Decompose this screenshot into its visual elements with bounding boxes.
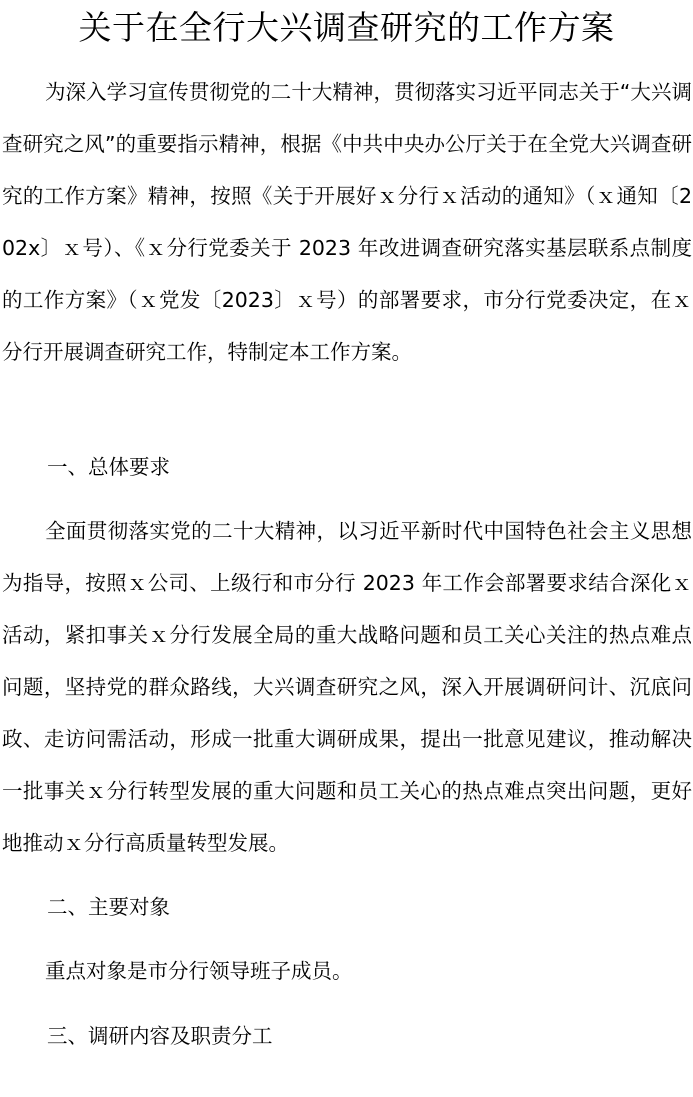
section-heading-main-targets: 二、主要对象 [47, 895, 170, 919]
main-targets-paragraph: 重点对象是市分行领导班子成员。 [45, 959, 353, 983]
intro-paragraph: 为深入学习宣传贯彻党的二十大精神，贯彻落实习近平同志关于“大兴调查研究之风”的重要指示精神，根据《中共中央办公厅关于在全党大兴调查研究的工作方案》精神，按照《关于开展好ｘ分行ｘ活动的通知》（ｘ通知〔202x〕ｘ号）、《ｘ分行党委关于 2023 年改进调查研究落实基层联系点制度的工作方案》（ｘ党发〔2023〕ｘ号）的部署要求，市分行党委决定，在ｘ分行开展调查研究工作，特制定本工作方案。 [2, 80, 692, 364]
document-title: 关于在全行大兴调查研究的工作方案 [78, 8, 615, 47]
general-requirements-paragraph: 全面贯彻落实党的二十大精神，以习近平新时代中国特色社会主义思想为指导，按照ｘ公司、上级行和市分行 2023 年工作会部署要求结合深化ｘ活动，紧扣事关ｘ分行发展全局的重大战略问题和员工关心关注的热点难点问题，坚持党的群众路线，大兴调查研究之风，深入开展调研问计、沉底问政、走访问需活动，形成一批重大调研成果，提出一批意见建议，推动解决一批事关ｘ分行转型发展的重大问题和员工关心的热点难点突出问题，更好地推动ｘ分行高质量转型发展。 [2, 519, 692, 855]
section-heading-general-requirements: 一、总体要求 [47, 455, 170, 479]
section-heading-research-content: 三、调研内容及职责分工 [47, 1024, 273, 1048]
